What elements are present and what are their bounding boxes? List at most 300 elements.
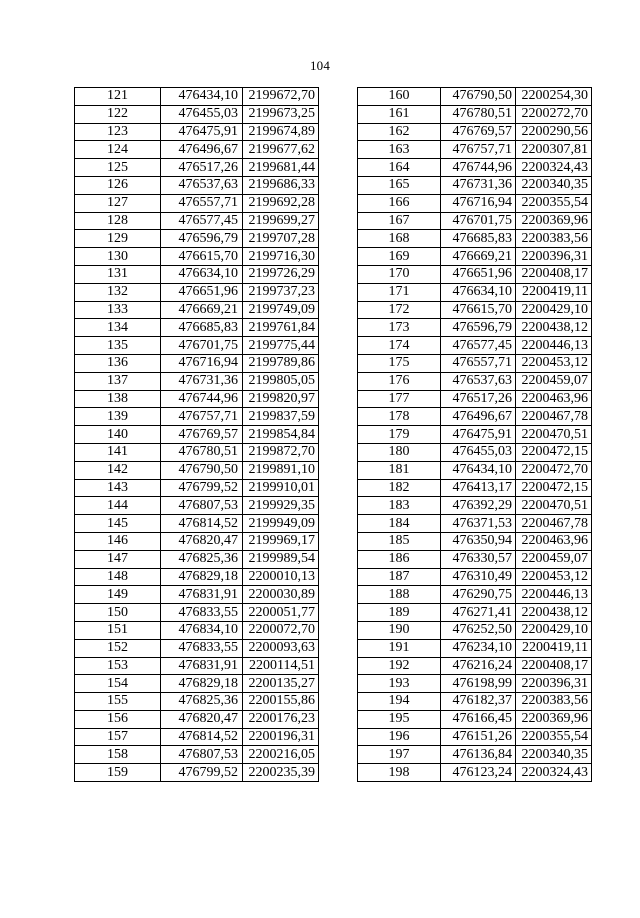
point-number-cell: 125 xyxy=(75,159,161,177)
point-number-cell: 135 xyxy=(75,337,161,355)
table-row xyxy=(75,283,319,301)
x-coordinate-cell: 476537,63 xyxy=(161,176,243,194)
x-coordinate-cell: 476234,10 xyxy=(441,639,516,657)
y-coordinate-cell: 2199820,97 xyxy=(243,390,319,408)
table-row xyxy=(358,230,592,248)
point-number-cell: 162 xyxy=(358,123,441,141)
x-coordinate-cell: 476757,71 xyxy=(161,408,243,426)
y-coordinate-cell: 2199737,23 xyxy=(243,283,319,301)
x-coordinate-cell: 476475,91 xyxy=(161,123,243,141)
x-coordinate-cell: 476475,91 xyxy=(441,426,516,444)
table-row xyxy=(358,443,592,461)
y-coordinate-cell: 2200340,35 xyxy=(516,746,592,764)
x-coordinate-cell: 476731,36 xyxy=(161,372,243,390)
x-coordinate-cell: 476615,70 xyxy=(441,301,516,319)
table-row xyxy=(75,176,319,194)
point-number-cell: 168 xyxy=(358,230,441,248)
y-coordinate-cell: 2200290,56 xyxy=(516,123,592,141)
page-number: 104 xyxy=(309,58,331,73)
y-coordinate-cell: 2200419,11 xyxy=(516,639,592,657)
x-coordinate-cell: 476820,47 xyxy=(161,532,243,550)
point-number-cell: 175 xyxy=(358,354,441,372)
point-number-cell: 130 xyxy=(75,248,161,266)
table-row xyxy=(358,301,592,319)
point-number-cell: 176 xyxy=(358,372,441,390)
point-number-cell: 166 xyxy=(358,194,441,212)
point-number-cell: 180 xyxy=(358,443,441,461)
y-coordinate-cell: 2200196,31 xyxy=(243,728,319,746)
y-coordinate-cell: 2199969,17 xyxy=(243,532,319,550)
table-row xyxy=(75,604,319,622)
x-coordinate-cell: 476834,10 xyxy=(161,621,243,639)
x-coordinate-cell: 476166,45 xyxy=(441,710,516,728)
y-coordinate-cell: 2200254,30 xyxy=(516,88,592,106)
y-coordinate-cell: 2200093,63 xyxy=(243,639,319,657)
table-row xyxy=(358,283,592,301)
y-coordinate-cell: 2200355,54 xyxy=(516,728,592,746)
point-number-cell: 150 xyxy=(75,604,161,622)
table-row xyxy=(358,141,592,159)
point-number-cell: 185 xyxy=(358,532,441,550)
x-coordinate-cell: 476577,45 xyxy=(441,337,516,355)
table-row xyxy=(358,586,592,604)
x-coordinate-cell: 476780,51 xyxy=(441,105,516,123)
point-number-cell: 173 xyxy=(358,319,441,337)
point-number-cell: 179 xyxy=(358,426,441,444)
point-number-cell: 154 xyxy=(75,675,161,693)
x-coordinate-cell: 476216,24 xyxy=(441,657,516,675)
x-coordinate-cell: 476701,75 xyxy=(441,212,516,230)
y-coordinate-cell: 2199707,28 xyxy=(243,230,319,248)
table-row xyxy=(75,710,319,728)
x-coordinate-cell: 476790,50 xyxy=(161,461,243,479)
x-coordinate-cell: 476807,53 xyxy=(161,746,243,764)
table-row xyxy=(358,693,592,711)
point-number-cell: 129 xyxy=(75,230,161,248)
y-coordinate-cell: 2200453,12 xyxy=(516,568,592,586)
y-coordinate-cell: 2200472,15 xyxy=(516,443,592,461)
point-number-cell: 164 xyxy=(358,159,441,177)
table-row xyxy=(75,159,319,177)
x-coordinate-cell: 476833,55 xyxy=(161,639,243,657)
x-coordinate-cell: 476455,03 xyxy=(441,443,516,461)
table-row xyxy=(75,764,319,782)
point-number-cell: 148 xyxy=(75,568,161,586)
table-row xyxy=(75,657,319,675)
x-coordinate-cell: 476831,91 xyxy=(161,657,243,675)
x-coordinate-cell: 476634,10 xyxy=(441,283,516,301)
table-row xyxy=(358,354,592,372)
point-number-cell: 172 xyxy=(358,301,441,319)
y-coordinate-cell: 2199854,84 xyxy=(243,426,319,444)
y-coordinate-cell: 2200459,07 xyxy=(516,550,592,568)
point-number-cell: 146 xyxy=(75,532,161,550)
point-number-cell: 191 xyxy=(358,639,441,657)
y-coordinate-cell: 2200459,07 xyxy=(516,372,592,390)
table-row xyxy=(75,354,319,372)
y-coordinate-cell: 2200010,13 xyxy=(243,568,319,586)
x-coordinate-cell: 476371,53 xyxy=(441,515,516,533)
point-number-cell: 177 xyxy=(358,390,441,408)
x-coordinate-cell: 476780,51 xyxy=(161,443,243,461)
table-row xyxy=(358,212,592,230)
point-number-cell: 158 xyxy=(75,746,161,764)
coordinates-table-left xyxy=(74,87,319,782)
point-number-cell: 190 xyxy=(358,621,441,639)
x-coordinate-cell: 476496,67 xyxy=(441,408,516,426)
point-number-cell: 157 xyxy=(75,728,161,746)
x-coordinate-cell: 476151,26 xyxy=(441,728,516,746)
table-row xyxy=(358,461,592,479)
table-row xyxy=(75,408,319,426)
table-row xyxy=(75,746,319,764)
point-number-cell: 178 xyxy=(358,408,441,426)
x-coordinate-cell: 476596,79 xyxy=(161,230,243,248)
table-row xyxy=(358,337,592,355)
x-coordinate-cell: 476290,75 xyxy=(441,586,516,604)
y-coordinate-cell: 2200355,54 xyxy=(516,194,592,212)
table-row xyxy=(358,657,592,675)
y-coordinate-cell: 2200135,27 xyxy=(243,675,319,693)
y-coordinate-cell: 2200463,96 xyxy=(516,532,592,550)
point-number-cell: 139 xyxy=(75,408,161,426)
table-row xyxy=(75,426,319,444)
point-number-cell: 196 xyxy=(358,728,441,746)
x-coordinate-cell: 476330,57 xyxy=(441,550,516,568)
point-number-cell: 156 xyxy=(75,710,161,728)
point-number-cell: 169 xyxy=(358,248,441,266)
x-coordinate-cell: 476744,96 xyxy=(441,159,516,177)
y-coordinate-cell: 2200453,12 xyxy=(516,354,592,372)
y-coordinate-cell: 2199805,05 xyxy=(243,372,319,390)
table-row xyxy=(358,746,592,764)
table-row xyxy=(358,408,592,426)
x-coordinate-cell: 476716,94 xyxy=(161,354,243,372)
point-number-cell: 133 xyxy=(75,301,161,319)
y-coordinate-cell: 2200176,23 xyxy=(243,710,319,728)
point-number-cell: 170 xyxy=(358,265,441,283)
coordinates-table-right xyxy=(357,87,592,782)
table-row xyxy=(75,550,319,568)
x-coordinate-cell: 476557,71 xyxy=(441,354,516,372)
y-coordinate-cell: 2199699,27 xyxy=(243,212,319,230)
point-number-cell: 189 xyxy=(358,604,441,622)
y-coordinate-cell: 2200438,12 xyxy=(516,604,592,622)
x-coordinate-cell: 476434,10 xyxy=(441,461,516,479)
table-row xyxy=(75,194,319,212)
x-coordinate-cell: 476820,47 xyxy=(161,710,243,728)
x-coordinate-cell: 476198,99 xyxy=(441,675,516,693)
x-coordinate-cell: 476701,75 xyxy=(161,337,243,355)
point-number-cell: 194 xyxy=(358,693,441,711)
y-coordinate-cell: 2199910,01 xyxy=(243,479,319,497)
table-row xyxy=(75,621,319,639)
y-coordinate-cell: 2200235,39 xyxy=(243,764,319,782)
x-coordinate-cell: 476814,52 xyxy=(161,515,243,533)
y-coordinate-cell: 2200369,96 xyxy=(516,710,592,728)
point-number-cell: 144 xyxy=(75,497,161,515)
point-number-cell: 123 xyxy=(75,123,161,141)
point-number-cell: 134 xyxy=(75,319,161,337)
x-coordinate-cell: 476252,50 xyxy=(441,621,516,639)
table-row xyxy=(75,693,319,711)
table-row xyxy=(358,88,592,106)
table-row xyxy=(358,497,592,515)
point-number-cell: 187 xyxy=(358,568,441,586)
table-row xyxy=(358,105,592,123)
x-coordinate-cell: 476744,96 xyxy=(161,390,243,408)
y-coordinate-cell: 2200470,51 xyxy=(516,497,592,515)
table-row xyxy=(358,372,592,390)
y-coordinate-cell: 2200463,96 xyxy=(516,390,592,408)
y-coordinate-cell: 2199891,10 xyxy=(243,461,319,479)
table-row xyxy=(75,248,319,266)
point-number-cell: 160 xyxy=(358,88,441,106)
y-coordinate-cell: 2200472,15 xyxy=(516,479,592,497)
point-number-cell: 174 xyxy=(358,337,441,355)
table-row xyxy=(358,764,592,782)
y-coordinate-cell: 2199872,70 xyxy=(243,443,319,461)
x-coordinate-cell: 476577,45 xyxy=(161,212,243,230)
y-coordinate-cell: 2200307,81 xyxy=(516,141,592,159)
point-number-cell: 128 xyxy=(75,212,161,230)
point-number-cell: 161 xyxy=(358,105,441,123)
x-coordinate-cell: 476825,36 xyxy=(161,693,243,711)
y-coordinate-cell: 2200438,12 xyxy=(516,319,592,337)
y-coordinate-cell: 2199726,29 xyxy=(243,265,319,283)
y-coordinate-cell: 2199716,30 xyxy=(243,248,319,266)
x-coordinate-cell: 476685,83 xyxy=(441,230,516,248)
y-coordinate-cell: 2200467,78 xyxy=(516,515,592,533)
y-coordinate-cell: 2200470,51 xyxy=(516,426,592,444)
table-row xyxy=(358,728,592,746)
point-number-cell: 152 xyxy=(75,639,161,657)
y-coordinate-cell: 2200272,70 xyxy=(516,105,592,123)
point-number-cell: 149 xyxy=(75,586,161,604)
point-number-cell: 181 xyxy=(358,461,441,479)
table-row xyxy=(358,532,592,550)
point-number-cell: 141 xyxy=(75,443,161,461)
y-coordinate-cell: 2200446,13 xyxy=(516,586,592,604)
y-coordinate-cell: 2200155,86 xyxy=(243,693,319,711)
y-coordinate-cell: 2200324,43 xyxy=(516,764,592,782)
x-coordinate-cell: 476455,03 xyxy=(161,105,243,123)
x-coordinate-cell: 476833,55 xyxy=(161,604,243,622)
y-coordinate-cell: 2200408,17 xyxy=(516,265,592,283)
y-coordinate-cell: 2199692,28 xyxy=(243,194,319,212)
y-coordinate-cell: 2200429,10 xyxy=(516,621,592,639)
point-number-cell: 124 xyxy=(75,141,161,159)
table-row xyxy=(358,390,592,408)
table-row xyxy=(358,426,592,444)
table-row xyxy=(358,479,592,497)
table-row xyxy=(75,390,319,408)
y-coordinate-cell: 2200396,31 xyxy=(516,248,592,266)
y-coordinate-cell: 2200472,70 xyxy=(516,461,592,479)
y-coordinate-cell: 2200340,35 xyxy=(516,176,592,194)
point-number-cell: 153 xyxy=(75,657,161,675)
point-number-cell: 182 xyxy=(358,479,441,497)
table-row xyxy=(358,675,592,693)
x-coordinate-cell: 476829,18 xyxy=(161,675,243,693)
point-number-cell: 195 xyxy=(358,710,441,728)
table-row xyxy=(75,105,319,123)
table-row xyxy=(358,123,592,141)
point-number-cell: 159 xyxy=(75,764,161,782)
x-coordinate-cell: 476350,94 xyxy=(441,532,516,550)
point-number-cell: 192 xyxy=(358,657,441,675)
x-coordinate-cell: 476517,26 xyxy=(441,390,516,408)
point-number-cell: 151 xyxy=(75,621,161,639)
table-row xyxy=(75,212,319,230)
x-coordinate-cell: 476651,96 xyxy=(441,265,516,283)
table-row xyxy=(75,141,319,159)
y-coordinate-cell: 2199949,09 xyxy=(243,515,319,533)
x-coordinate-cell: 476537,63 xyxy=(441,372,516,390)
x-coordinate-cell: 476413,17 xyxy=(441,479,516,497)
table-row xyxy=(75,675,319,693)
table-row xyxy=(75,728,319,746)
table-row xyxy=(358,604,592,622)
point-number-cell: 198 xyxy=(358,764,441,782)
table-row xyxy=(75,319,319,337)
x-coordinate-cell: 476557,71 xyxy=(161,194,243,212)
table-row xyxy=(75,230,319,248)
table-row xyxy=(358,319,592,337)
x-coordinate-cell: 476496,67 xyxy=(161,141,243,159)
point-number-cell: 188 xyxy=(358,586,441,604)
y-coordinate-cell: 2200369,96 xyxy=(516,212,592,230)
table-row xyxy=(358,176,592,194)
y-coordinate-cell: 2200467,78 xyxy=(516,408,592,426)
point-number-cell: 167 xyxy=(358,212,441,230)
table-row xyxy=(358,265,592,283)
point-number-cell: 145 xyxy=(75,515,161,533)
x-coordinate-cell: 476123,24 xyxy=(441,764,516,782)
table-row xyxy=(75,497,319,515)
table-row xyxy=(75,123,319,141)
point-number-cell: 183 xyxy=(358,497,441,515)
point-number-cell: 132 xyxy=(75,283,161,301)
x-coordinate-cell: 476434,10 xyxy=(161,88,243,106)
point-number-cell: 121 xyxy=(75,88,161,106)
x-coordinate-cell: 476825,36 xyxy=(161,550,243,568)
point-number-cell: 140 xyxy=(75,426,161,444)
y-coordinate-cell: 2200324,43 xyxy=(516,159,592,177)
table-row xyxy=(75,265,319,283)
x-coordinate-cell: 476615,70 xyxy=(161,248,243,266)
table-row xyxy=(75,639,319,657)
x-coordinate-cell: 476831,91 xyxy=(161,586,243,604)
x-coordinate-cell: 476392,29 xyxy=(441,497,516,515)
table-row xyxy=(75,568,319,586)
point-number-cell: 127 xyxy=(75,194,161,212)
point-number-cell: 126 xyxy=(75,176,161,194)
x-coordinate-cell: 476769,57 xyxy=(161,426,243,444)
table-row xyxy=(75,515,319,533)
y-coordinate-cell: 2200383,56 xyxy=(516,693,592,711)
point-number-cell: 122 xyxy=(75,105,161,123)
y-coordinate-cell: 2200419,11 xyxy=(516,283,592,301)
y-coordinate-cell: 2199749,09 xyxy=(243,301,319,319)
point-number-cell: 136 xyxy=(75,354,161,372)
y-coordinate-cell: 2200051,77 xyxy=(243,604,319,622)
table-row xyxy=(358,194,592,212)
point-number-cell: 171 xyxy=(358,283,441,301)
table-row xyxy=(358,639,592,657)
point-number-cell: 131 xyxy=(75,265,161,283)
table-row xyxy=(358,710,592,728)
y-coordinate-cell: 2200383,56 xyxy=(516,230,592,248)
table-row xyxy=(75,301,319,319)
y-coordinate-cell: 2200030,89 xyxy=(243,586,319,604)
table-row xyxy=(358,568,592,586)
table-row xyxy=(75,461,319,479)
table-row xyxy=(75,372,319,390)
table-row xyxy=(75,479,319,497)
y-coordinate-cell: 2199681,44 xyxy=(243,159,319,177)
table-row xyxy=(358,515,592,533)
x-coordinate-cell: 476182,37 xyxy=(441,693,516,711)
point-number-cell: 155 xyxy=(75,693,161,711)
point-number-cell: 193 xyxy=(358,675,441,693)
x-coordinate-cell: 476596,79 xyxy=(441,319,516,337)
y-coordinate-cell: 2200429,10 xyxy=(516,301,592,319)
x-coordinate-cell: 476669,21 xyxy=(161,301,243,319)
point-number-cell: 163 xyxy=(358,141,441,159)
point-number-cell: 184 xyxy=(358,515,441,533)
x-coordinate-cell: 476731,36 xyxy=(441,176,516,194)
y-coordinate-cell: 2199929,35 xyxy=(243,497,319,515)
x-coordinate-cell: 476790,50 xyxy=(441,88,516,106)
x-coordinate-cell: 476716,94 xyxy=(441,194,516,212)
table-row xyxy=(75,443,319,461)
x-coordinate-cell: 476651,96 xyxy=(161,283,243,301)
table-row xyxy=(358,159,592,177)
y-coordinate-cell: 2199673,25 xyxy=(243,105,319,123)
point-number-cell: 137 xyxy=(75,372,161,390)
y-coordinate-cell: 2199775,44 xyxy=(243,337,319,355)
table-row xyxy=(358,550,592,568)
y-coordinate-cell: 2200114,51 xyxy=(243,657,319,675)
x-coordinate-cell: 476634,10 xyxy=(161,265,243,283)
x-coordinate-cell: 476807,53 xyxy=(161,497,243,515)
point-number-cell: 165 xyxy=(358,176,441,194)
table-row xyxy=(75,88,319,106)
x-coordinate-cell: 476799,52 xyxy=(161,479,243,497)
x-coordinate-cell: 476769,57 xyxy=(441,123,516,141)
x-coordinate-cell: 476814,52 xyxy=(161,728,243,746)
y-coordinate-cell: 2200072,70 xyxy=(243,621,319,639)
x-coordinate-cell: 476669,21 xyxy=(441,248,516,266)
y-coordinate-cell: 2200446,13 xyxy=(516,337,592,355)
point-number-cell: 138 xyxy=(75,390,161,408)
y-coordinate-cell: 2199677,62 xyxy=(243,141,319,159)
y-coordinate-cell: 2199761,84 xyxy=(243,319,319,337)
x-coordinate-cell: 476271,41 xyxy=(441,604,516,622)
x-coordinate-cell: 476829,18 xyxy=(161,568,243,586)
x-coordinate-cell: 476517,26 xyxy=(161,159,243,177)
point-number-cell: 147 xyxy=(75,550,161,568)
y-coordinate-cell: 2199674,89 xyxy=(243,123,319,141)
point-number-cell: 197 xyxy=(358,746,441,764)
y-coordinate-cell: 2200216,05 xyxy=(243,746,319,764)
y-coordinate-cell: 2199837,59 xyxy=(243,408,319,426)
y-coordinate-cell: 2200396,31 xyxy=(516,675,592,693)
table-row xyxy=(75,532,319,550)
x-coordinate-cell: 476136,84 xyxy=(441,746,516,764)
point-number-cell: 143 xyxy=(75,479,161,497)
